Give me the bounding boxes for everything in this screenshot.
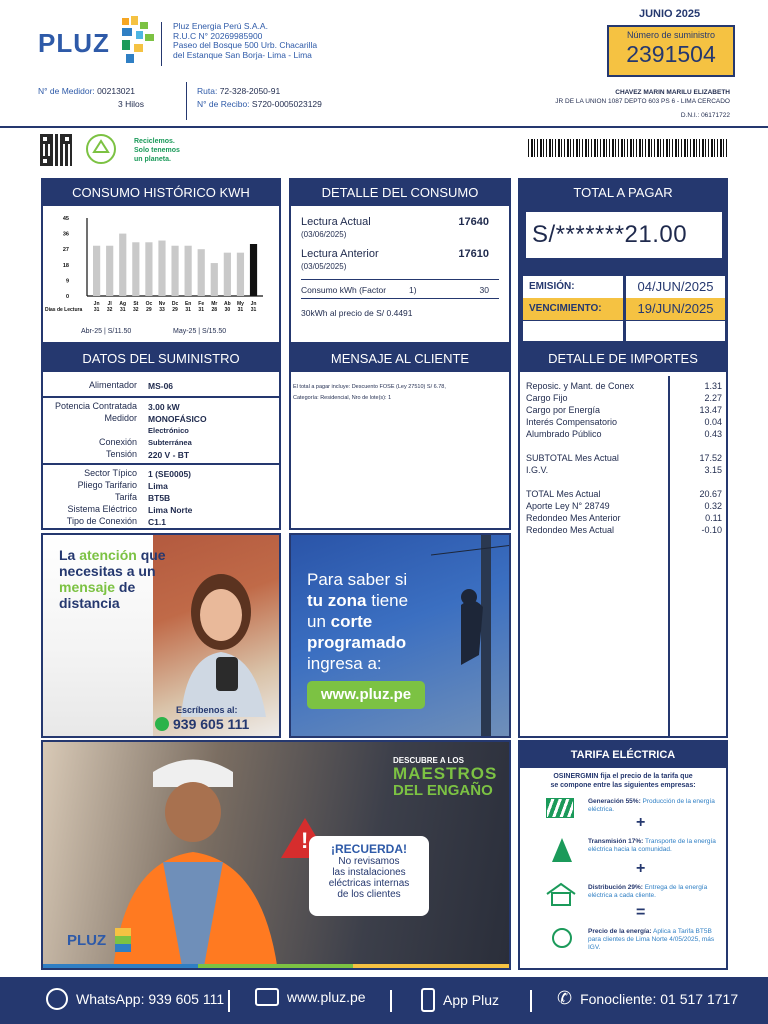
chart-bar <box>106 246 113 296</box>
total-row <box>526 500 722 512</box>
sector-label: Sector Típico <box>84 468 137 478</box>
x-tick-label: Oc <box>145 301 153 307</box>
footer-web-text: www.pluz.pe <box>287 989 366 1005</box>
importe-row <box>526 404 722 416</box>
logo-text: PLUZ <box>38 28 110 58</box>
total-row-label: Redondeo Mes Anterior <box>526 513 621 523</box>
x-tick-label: Ag <box>119 301 127 307</box>
subtotal-row <box>526 452 722 464</box>
x-days-label: 29 <box>146 307 152 313</box>
igv-row-value: 3.15 <box>704 465 722 475</box>
customer-info <box>555 88 730 120</box>
meter-info <box>38 85 144 111</box>
lectura-anterior-value: 17610 <box>458 248 489 260</box>
promo1-line1c: que <box>136 547 166 563</box>
footer-divider-1 <box>228 990 230 1012</box>
supply-number: 2391504 <box>626 41 716 67</box>
x-tick-label: St <box>133 301 139 307</box>
logo-sun-icon <box>118 16 158 66</box>
x-tick-label: Jl <box>107 301 112 307</box>
chart-bar <box>224 253 231 296</box>
customer-address: JR DE LA UNION 1087 DEPTO 603 PS 6 - LIMA CERCADO <box>555 98 730 105</box>
dis-text: Entrega de la energía eléctrica a cada cliente. <box>588 884 708 899</box>
alimentador-row <box>43 376 279 396</box>
footer-whatsapp-text: WhatsApp: 939 605 111 <box>76 991 225 1007</box>
equals-sign: = <box>636 904 646 921</box>
medidor-value: MONOFÁSICO <box>148 414 207 424</box>
promo3-descubre: DESCUBRE A LOS <box>393 756 464 765</box>
promo3-msg4: de los clientes <box>337 889 401 900</box>
company-ruc: R.U.C N° 20269985900 <box>173 30 263 41</box>
lectura-actual-label: Lectura Actual <box>301 216 371 228</box>
importe-row-value: 1.31 <box>704 381 722 391</box>
x-days-label: 31 <box>237 307 244 313</box>
tarifa-generacion <box>588 798 720 814</box>
footer-divider-2 <box>390 990 392 1012</box>
mensaje-title: MENSAJE AL CLIENTE <box>291 346 509 372</box>
barcode <box>528 139 728 157</box>
tra-bold: Transmisión 17%: <box>588 838 644 845</box>
days-label: Días de Lectura <box>45 307 83 313</box>
promo3-bottom-stripe <box>43 964 511 968</box>
footer-divider-3 <box>530 990 532 1012</box>
pluz-logo <box>38 20 156 66</box>
consumo-label: Consumo kWh (Factor <box>301 285 387 295</box>
consumo-divider-2 <box>301 298 499 299</box>
alimentador-value: MS-06 <box>148 381 174 391</box>
lectura-anterior-date: (03/05/2025) <box>301 262 347 271</box>
header-divider-2 <box>186 82 187 120</box>
consumo-value: 30 <box>479 285 489 295</box>
importe-row-label: Cargo por Energía <box>526 405 601 415</box>
importe-row-value: 2.27 <box>704 393 722 403</box>
x-days-label: 31 <box>250 307 257 313</box>
plus-1: + <box>636 814 646 831</box>
total-row-value: 0.32 <box>704 501 722 511</box>
total-row-value: 20.67 <box>699 489 722 499</box>
conexion-value: Subterránea <box>148 438 192 447</box>
recycle-icon <box>84 132 118 166</box>
tra-text: Transporte de la energía eléctrica hacia la comunidad. <box>588 838 716 853</box>
tarifa-intro <box>520 772 726 790</box>
lightbulb-icon <box>552 928 572 948</box>
route-label: Ruta: <box>197 86 218 96</box>
total-row <box>526 488 722 500</box>
potencia-value: 3.00 kW <box>148 402 180 412</box>
importe-row-label: Cargo Fijo <box>526 393 568 403</box>
promo2-line5: ingresa a: <box>307 654 382 673</box>
mensaje-panel <box>289 344 511 530</box>
footer-phone-text: Fonocliente: 01 517 1717 <box>580 990 739 1007</box>
customer-dni: D.N.I.: 06171722 <box>680 112 730 119</box>
promo2-line3b: corte <box>330 612 373 631</box>
pliego-value: Lima <box>148 481 168 491</box>
importe-row-value: 0.43 <box>704 429 722 439</box>
footer-phone[interactable] <box>557 988 738 1009</box>
detalle-consumo-title: DETALLE DEL CONSUMO <box>291 180 509 206</box>
pre-text: Aplica a Tarifa BT5B para clientes de Lima Norte 4/05/2025, más IGV. <box>588 928 715 951</box>
route-value: 72-328-2050-91 <box>219 86 281 96</box>
promo2-headline <box>307 569 408 674</box>
sum-divider-2 <box>43 463 279 465</box>
promo1-phone-row <box>155 716 249 732</box>
qr-code-icon <box>40 134 72 166</box>
emision-label: EMISIÓN: <box>523 276 623 298</box>
chart-bar <box>145 242 152 296</box>
chart-bar <box>185 246 192 296</box>
promo2-line2b: tiene <box>366 591 409 610</box>
y-tick-label: 18 <box>62 262 69 269</box>
recycle-line-1: Reciclemos. <box>134 138 175 145</box>
y-tick-label: 0 <box>65 294 69 300</box>
tarifa-precio <box>588 928 720 952</box>
y-tick-label: 36 <box>62 231 69 238</box>
promo3-engano: DEL ENGAÑO <box>393 782 493 799</box>
promo2-line1: Para saber si <box>307 570 408 589</box>
suministro-panel <box>41 344 281 530</box>
tarifa-value: BT5B <box>148 493 171 503</box>
sum-divider-1 <box>43 396 279 398</box>
warning-mark: ! <box>301 828 309 853</box>
x-days-label: 33 <box>159 307 165 313</box>
x-tick-label: Jn <box>250 301 257 307</box>
house-icon <box>544 882 578 906</box>
woman-with-phone-photo <box>161 557 281 717</box>
promo2-line3a: un <box>307 612 331 631</box>
chart-bar <box>93 246 100 296</box>
web-icon <box>255 988 279 1006</box>
importe-row-label: Alumbrado Público <box>526 429 602 439</box>
importe-row-label: Interés Compensatorio <box>526 417 618 427</box>
tarifa-transmision <box>588 838 720 854</box>
consumo-chart <box>43 210 279 322</box>
subtotal-row-label: SUBTOTAL Mes Actual <box>526 453 619 463</box>
tarifa-title: TARIFA ELÉCTRICA <box>520 742 726 768</box>
promo1-phone: 939 605 111 <box>173 716 250 732</box>
tipo-conexion-value: C1.1 <box>148 517 166 527</box>
igv-row-label: I.G.V. <box>526 465 549 475</box>
mensaje-text <box>293 382 446 404</box>
total-panel <box>518 178 728 344</box>
total-empty-right <box>626 321 725 341</box>
promo-whatsapp-banner <box>41 533 281 738</box>
lectura-actual-value: 17640 <box>458 216 489 228</box>
total-row-label: Redondeo Mes Actual <box>526 525 615 535</box>
whatsapp-icon <box>155 717 169 731</box>
footer-app-text: App Pluz <box>443 992 500 1008</box>
chart-bar <box>119 234 126 296</box>
lineman-photo <box>431 535 511 738</box>
transmission-tower-icon <box>552 838 572 862</box>
x-tick-label: Mr <box>211 301 218 307</box>
footer-web[interactable] <box>255 988 366 1006</box>
total-row <box>526 512 722 524</box>
wires-value: 3 Hilos <box>118 99 144 109</box>
total-row-value: 0.11 <box>705 513 722 523</box>
chart-bar <box>211 263 218 296</box>
promo1-line2: necesitas a un <box>59 563 156 579</box>
mobile-phone-icon <box>421 988 435 1012</box>
y-tick-label: 27 <box>62 247 69 254</box>
supply-label: Número de suministro <box>626 30 716 40</box>
sistema-label: Sistema Eléctrico <box>67 504 137 514</box>
x-days-label: 30 <box>224 307 231 313</box>
dis-bold: Distribución 29%: <box>588 884 643 891</box>
x-days-label: 31 <box>119 307 126 313</box>
tipo-conexion-label: Tipo de Conexión <box>66 516 137 526</box>
igv-row <box>526 464 722 476</box>
total-empty-left <box>523 321 623 341</box>
consumo-divider <box>301 279 499 280</box>
company-name: Pluz Energia Perú S.A.A. <box>173 21 268 31</box>
promo3-logo: PLUZ <box>67 932 107 949</box>
promo2-line2a: tu zona <box>307 591 367 610</box>
total-title: TOTAL A PAGAR <box>520 180 726 206</box>
receipt-label: N° de Recibo: <box>197 99 250 109</box>
recycle-line-2: Solo tenemos <box>134 147 180 154</box>
gen-bold: Generación 55%: <box>588 798 641 805</box>
x-days-label: 29 <box>172 307 178 313</box>
route-info <box>197 85 322 111</box>
suministro-title: DATOS DEL SUMINISTRO <box>43 346 279 372</box>
tarifa-intro-1: OSINERGMIN fija el precio de la tarifa que <box>553 773 693 780</box>
venc-date: 19/JUN/2025 <box>626 298 725 320</box>
footer-app[interactable] <box>421 988 499 1012</box>
x-tick-label: Nv <box>158 301 166 307</box>
chart-bar <box>237 253 244 296</box>
chart-bar <box>250 244 257 296</box>
sistema-value: Lima Norte <box>148 505 193 515</box>
x-tick-label: Jn <box>93 301 100 307</box>
promo3-msg2: las instalaciones <box>332 867 406 878</box>
promo3-logo-mark <box>115 928 131 952</box>
supply-box <box>607 25 735 77</box>
promo-maestros-banner <box>41 740 511 970</box>
mensaje-line-1: El total a pagar incluye: Descuento FOSE (Ley 27510) S/ 6.78, <box>293 384 446 390</box>
recycle-line-3: un planeta. <box>134 156 171 163</box>
billing-period: JUNIO 2025 <box>639 8 701 20</box>
importe-row <box>526 380 722 392</box>
header-rule <box>0 126 768 128</box>
consumo-factor: 1) <box>409 285 417 295</box>
tarifa-label: Tarifa <box>114 492 137 502</box>
importe-row-value: 13.47 <box>699 405 722 415</box>
detalle-consumo-panel <box>289 178 511 344</box>
x-days-label: 32 <box>133 307 139 313</box>
subtotal-row-value: 17.52 <box>699 453 722 463</box>
consumo-historico-title: CONSUMO HISTÓRICO KWH <box>43 180 279 206</box>
tarifa-panel <box>518 740 728 970</box>
importe-row <box>526 392 722 404</box>
chart-bar <box>132 242 139 296</box>
chart-bar <box>171 246 178 296</box>
promo1-line1b: atención <box>79 547 137 563</box>
logo-divider <box>161 22 162 66</box>
chart-footer-left: Abr-25 | S/11.50 <box>81 328 132 335</box>
promo1-line1a: La <box>59 547 80 563</box>
venc-label: VENCIMIENTO: <box>523 298 623 320</box>
promo3-msg1: No revisamos <box>338 856 400 867</box>
tension-value: 220 V - BT <box>148 450 190 460</box>
x-days-label: 31 <box>93 307 100 313</box>
importes-title: DETALLE DE IMPORTES <box>520 346 726 372</box>
company-address-2: del Estanque San Borja- Lima - Lima <box>173 49 312 60</box>
x-tick-label: En <box>184 301 192 307</box>
price-note: 30kWh al precio de S/ 0.4491 <box>301 308 413 318</box>
recycle-text <box>134 137 180 164</box>
lectura-actual-date: (03/06/2025) <box>301 230 347 239</box>
tarifa-distribucion <box>588 884 720 900</box>
total-amount-box <box>526 212 722 258</box>
chart-bar <box>198 249 205 296</box>
promo3-maestros: MAESTROS <box>393 764 498 783</box>
promo-corte-banner <box>289 533 511 738</box>
customer-name: CHAVEZ MARIN MARILU ELIZABETH <box>615 89 730 96</box>
pliego-label: Pliego Tarifario <box>77 480 137 490</box>
promo1-line3a: mensaje <box>59 579 116 595</box>
pre-bold: Precio de la energía: <box>588 928 652 935</box>
sector-value: 1 (SE0005) <box>148 469 191 479</box>
footer-whatsapp[interactable] <box>46 988 224 1010</box>
lectura-anterior-label: Lectura Anterior <box>301 248 379 260</box>
importe-row <box>526 416 722 428</box>
total-row-label: Aporte Ley N° 28749 <box>526 501 610 511</box>
promo2-line4: programado <box>307 633 407 652</box>
y-tick-label: 45 <box>62 216 69 222</box>
x-days-label: 31 <box>198 307 204 313</box>
gen-text: Producción de la energía eléctrica. <box>588 798 715 813</box>
tarifa-intro-2: se compone entre las siguientes empresas: <box>550 782 696 789</box>
promo3-msg3: eléctricas internas <box>328 878 410 889</box>
x-days-label: 28 <box>211 307 218 313</box>
promo3-recuerda: ¡RECUERDA! <box>331 842 407 856</box>
x-tick-label: Ab <box>224 301 231 307</box>
importes-panel <box>518 344 728 738</box>
importe-row-label: Reposic. y Mant. de Conex <box>526 381 635 391</box>
x-tick-label: Fe <box>198 301 205 307</box>
promo1-cta: Escríbenos al: <box>176 705 238 715</box>
mensaje-line-2: Categoría: Residencial, Nro de lote(s): 1 <box>293 395 392 401</box>
total-amount: S/*******21.00 <box>532 221 688 248</box>
chart-footer-right: May-25 | S/15.50 <box>173 328 227 335</box>
meter-value: 00213021 <box>97 86 135 96</box>
consumo-historico-panel <box>41 178 281 344</box>
medidor-value-2: Electrónico <box>148 426 189 435</box>
x-days-label: 31 <box>185 307 191 313</box>
generation-icon <box>546 798 574 818</box>
promo3-card <box>309 836 429 916</box>
medidor-label: Medidor <box>104 413 137 423</box>
promo1-headline <box>59 547 166 611</box>
importe-row-value: 0.04 <box>704 417 722 427</box>
promo2-url-button[interactable]: www.pluz.pe <box>307 681 425 709</box>
conexion-label: Conexión <box>98 437 137 447</box>
emision-date: 04/JUN/2025 <box>626 276 725 298</box>
company-info <box>173 22 317 60</box>
whatsapp-footer-icon <box>46 988 68 1010</box>
x-tick-label: My <box>236 301 244 307</box>
receipt-value: S720-0005023129 <box>251 99 322 109</box>
total-row-value: -0.10 <box>701 525 722 535</box>
meter-label: N° de Medidor: <box>38 86 95 96</box>
company-address-1: Paseo del Bosque 500 Urb. Chacarilla <box>173 40 318 50</box>
tension-label: Tensión <box>105 449 137 459</box>
y-tick-label: 9 <box>65 278 69 285</box>
promo1-line4: distancia <box>59 595 120 611</box>
importes-list <box>526 380 722 536</box>
x-tick-label: Dc <box>171 301 179 307</box>
chart-bar <box>158 241 165 296</box>
total-row-label: TOTAL Mes Actual <box>526 489 601 499</box>
plus-2: + <box>636 860 646 877</box>
alimentador-label: Alimentador <box>88 380 137 390</box>
telephone-icon: ✆ <box>557 988 573 1008</box>
total-row <box>526 524 722 536</box>
importe-row <box>526 428 722 440</box>
potencia-label: Potencia Contratada <box>54 401 137 411</box>
x-days-label: 32 <box>106 307 113 313</box>
promo1-line3b: de <box>115 579 136 595</box>
